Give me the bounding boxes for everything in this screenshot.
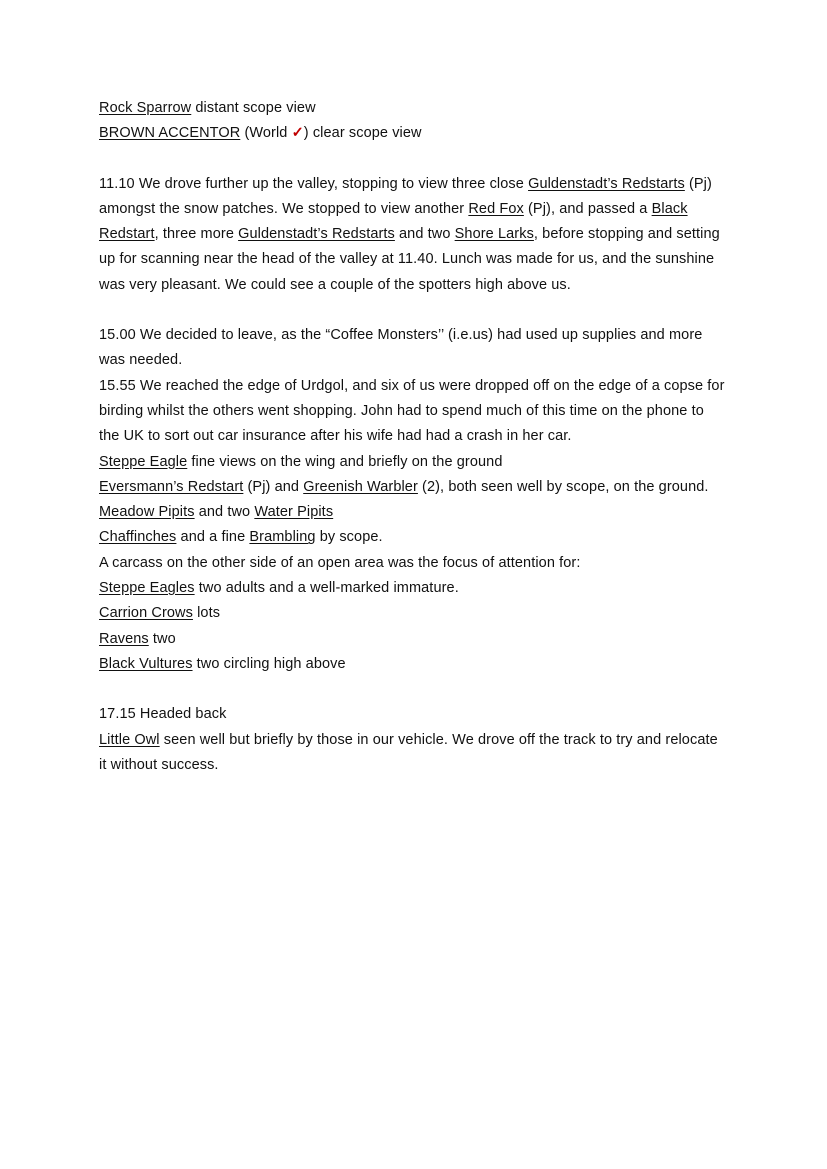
text-run: (Pj) and [243, 478, 304, 495]
species-name: Water Pipits [254, 504, 334, 521]
text-run: , three more [154, 226, 239, 243]
text-run: and a fine [176, 529, 250, 546]
line-steppe-eagles [99, 576, 728, 601]
text-run: (Pj) amongst the snow patches. We stopped to view another [99, 175, 712, 217]
text-run: seen well but briefly by those in our vehicle. We drove off the track to try and relocate it without success. [99, 731, 718, 773]
text-run: (2), both seen well by scope, on the ground. [417, 478, 709, 495]
paragraph-spacer [99, 147, 728, 172]
line-eversmanns [99, 475, 728, 500]
species-name: Eversmann’s Redstart [99, 478, 244, 495]
text-run: A carcass on the other side of an open area was the focus of attention for: [99, 554, 581, 571]
text-run: 17.15 Headed back [99, 706, 227, 723]
block-1500 [99, 323, 728, 677]
line-chaffinches [99, 525, 728, 550]
paragraph-spacer [99, 677, 728, 702]
text-run: two adults and a well-marked immature. [194, 580, 459, 597]
line-1500 [99, 323, 728, 374]
block-1110 [99, 172, 728, 298]
text-run: two circling high above [192, 655, 346, 672]
species-name: Ravens [99, 630, 149, 647]
text-run: fine views on the wing and briefly on the ground [187, 453, 503, 470]
block-sightings-top [99, 96, 728, 147]
species-name: Steppe Eagles [99, 580, 195, 597]
text-run: (Pj), and passed a [523, 200, 652, 217]
text-run: 15.00 We decided to leave, as the “Coffee Monsters’’ (i.e.us) had used up supplies and more was needed. [99, 327, 703, 369]
line-1110 [99, 172, 728, 298]
species-name: Rock Sparrow [99, 100, 192, 116]
line-carrion-crows [99, 601, 728, 626]
line-pipits [99, 500, 728, 525]
text-run: 15.55 We reached the edge of Urdgol, and six of us were dropped off on the edge of a copse for birding whilst the others went shopping. John had to spend much of this time on the phone to the UK to sort out car insurance after his wife had had a crash in her car. [99, 377, 725, 445]
species-name: Black Vultures [99, 655, 193, 672]
line-1555 [99, 374, 728, 450]
species-name: Greenish Warbler [303, 478, 418, 495]
line-1715 [99, 702, 728, 727]
text-run: by scope. [315, 529, 383, 546]
species-name: BROWN ACCENTOR [99, 125, 241, 142]
species-name: Guldenstadt’s Redstarts [238, 226, 395, 243]
document-body [99, 96, 728, 778]
line-steppe-eagle [99, 450, 728, 475]
checkmark-icon: ✓ [291, 125, 304, 142]
line-black-vultures [99, 652, 728, 677]
text-run: two [148, 630, 176, 647]
line-ravens [99, 627, 728, 652]
text-run: and two [194, 504, 255, 521]
text-run: distant scope view [191, 100, 316, 116]
paragraph-spacer [99, 298, 728, 323]
species-name: Shore Larks [454, 226, 534, 243]
species-name: Steppe Eagle [99, 453, 188, 470]
text-run: lots [192, 605, 221, 622]
text-run: , before stopping and setting up for scanning near the head of the valley at 11.40. Lunch was made for us, and the sunshine was very pleasant. We could see a couple of the spotters high above us. [99, 226, 720, 293]
species-name: Guldenstadt’s Redstarts [528, 175, 685, 192]
line-little-owl [99, 728, 728, 779]
text-run: and two [394, 226, 455, 243]
block-1715 [99, 702, 728, 778]
species-name: Black Redstart [99, 200, 688, 243]
species-name: Carrion Crows [99, 605, 193, 622]
species-name: Meadow Pipits [99, 504, 195, 521]
species-name: Little Owl [99, 731, 160, 748]
species-name: Brambling [249, 529, 316, 546]
line-rock-sparrow [99, 96, 728, 121]
text-run: (World [240, 125, 292, 142]
line-brown-accentor [99, 121, 728, 146]
species-name: Chaffinches [99, 529, 177, 546]
text-run: 11.10 We drove further up the valley, stopping to view three close [99, 175, 529, 192]
text-run: ) clear scope view [303, 125, 422, 142]
species-name: Red Fox [468, 200, 524, 217]
line-carcass [99, 551, 728, 576]
